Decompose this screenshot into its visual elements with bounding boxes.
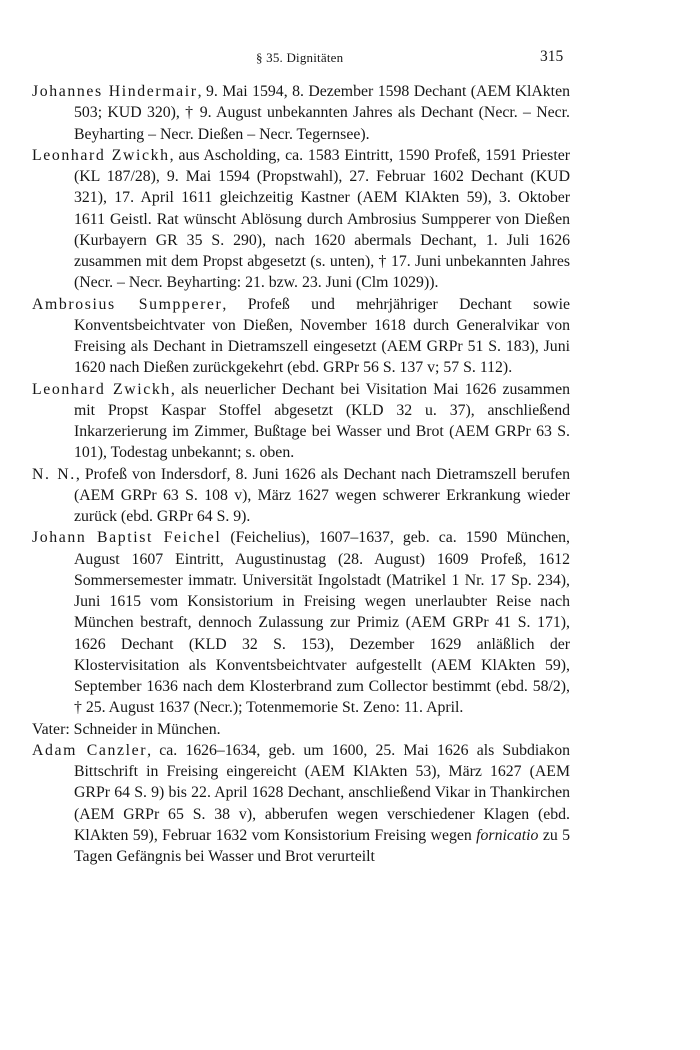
entry-name: Johann Baptist Feichel bbox=[32, 529, 222, 547]
entry-name: N. N. bbox=[32, 465, 76, 483]
entry-text: zu 5 Tagen Gefängnis bei Wasser und Brot verurteilt bbox=[74, 826, 570, 865]
entry-italic-term: fornicatio bbox=[476, 826, 539, 844]
entry-list bbox=[32, 81, 570, 867]
entry bbox=[32, 294, 570, 379]
entry bbox=[32, 145, 570, 294]
entry-text: , 9. Mai 1594, 8. Dezember 1598 Dechant (AEM KlAkten 503; KUD 320), † 9. August unbekannten Jahres als Dechant (Necr. – Necr. Beyharting – Necr. Dießen – Necr. Tegernsee). bbox=[74, 83, 570, 143]
entry bbox=[32, 81, 570, 145]
entry-text: , Profeß und mehrjähriger Dechant sowie Konventsbeichtvater von Dießen, November 1618 durch Generalvikar von Freising als Dechant in Dietramszell eingesetzt (AEM GRPr 51 S. 183), Juni 1620 nach Dießen zurückgekehrt (ebd. GRPr 56 S. 137 v; 57 S. 112). bbox=[74, 295, 570, 377]
entry bbox=[32, 740, 570, 868]
entry bbox=[32, 379, 570, 464]
running-head: § 35. Dignitäten bbox=[256, 50, 344, 65]
entry-name: Ambrosius Sumpperer bbox=[32, 295, 223, 313]
entry-text: (Feichelius), 1607–1637, geb. ca. 1590 München, August 1607 Eintritt, Augustinustag (28. August) 1609 Profeß, 1612 Sommersemester immatr. Universität Ingolstadt (Matrikel 1 Nr. 17 Sp. 234), Juni 1615 vom Konsistorium in Freising wegen unerlaubter Reise nach München bestraft, dennoch Zulassung zur Primiz (AEM GRPr 41 S. 171), 1626 Dechant (KLD 32 S. 153), Dezember 1629 anläßlich der Klostervisitation als Konventsbeichtvater aufgestellt (AEM KlAkten 59), September 1636 nach dem Klosterbrand zum Collector bestimmt (ebd. 58/2), † 25. August 1637 (Necr.); Totenmemorie St. Zeno: 11. April. bbox=[74, 529, 570, 717]
entry-text: , aus Ascholding, ca. 1583 Eintritt, 1590 Profeß, 1591 Priester (KL 187/28), 9. Mai 1594 (Propstwahl), 27. Februar 1602 Dechant (KUD 321), 17. April 1611 gleichzeitig Kastner (AEM KlAkten 59), 3. Oktober 1611 Geistl. Rat wünscht Ablösung durch Ambrosius Sumpperer von Dießen (Kurbayern GR 35 S. 290), nach 1620 abermals Dechant, 1. Juli 1626 zusammen mit dem Propst abgesetzt (s. unten), † 17. Juni unbekannten Jahres (Necr. – Necr. Beyharting: 21. bzw. 23. Juni (Clm 1029)). bbox=[74, 146, 570, 292]
entry-text: , ca. 1626–1634, geb. um 1600, 25. Mai 1626 als Subdiakon Bittschrift in Freising eingereicht (AEM KlAkten 53), März 1627 (AEM GRPr 64 S. 9) bis 22. April 1628 Dechant, anschließend Vikar in Thankirchen (AEM GRPr 65 S. 38 v), abberufen wegen verschiedener Klagen (ebd. KlAkten 59), Februar 1632 vom Konsistorium Freising wegen bbox=[74, 741, 570, 844]
entry-name: Johannes Hindermair bbox=[32, 83, 198, 100]
entry-text: , Profeß von Indersdorf, 8. Juni 1626 als Dechant nach Dietramszell berufen (AEM GRPr 63 S. 108 v), März 1627 wegen schwerer Erkrankung wieder zurück (ebd. GRPr 64 S. 9). bbox=[74, 465, 570, 525]
entry bbox=[32, 464, 570, 528]
entry-note: Vater: Schneider in München. bbox=[32, 720, 221, 738]
page-number: 315 bbox=[540, 48, 564, 65]
entry bbox=[32, 527, 570, 740]
page-header bbox=[0, 50, 700, 72]
entry-name: Leonhard Zwickh bbox=[32, 380, 171, 398]
entry-text: , als neuerlicher Dechant bei Visitation Mai 1626 zusammen mit Propst Kaspar Stoffel abgesetzt (KLD 32 u. 37), anschließend Inkarzerierung im Zimmer, Bußtage bei Wasser und Brot (AEM GRPr 63 S. 101), Todestag unbekannt; s. oben. bbox=[74, 380, 570, 462]
entry-name: Adam Canzler bbox=[32, 741, 148, 759]
entry-name: Leonhard Zwickh bbox=[32, 146, 170, 164]
